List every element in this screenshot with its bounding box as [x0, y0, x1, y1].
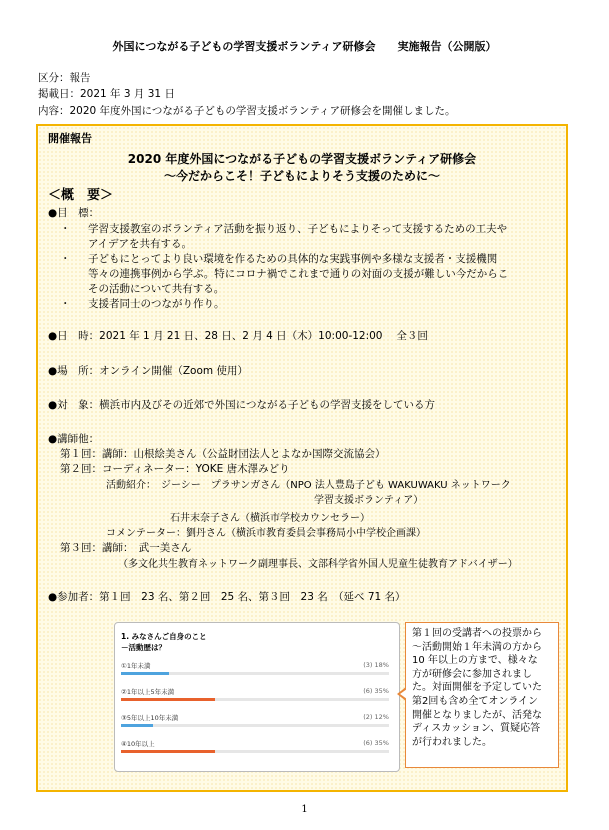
survey-bar: [121, 724, 153, 727]
goal-label: ●目 標：: [48, 207, 100, 219]
report-box: [36, 124, 568, 792]
goal-item-line: アイデアを共有する。: [88, 238, 193, 250]
meta-content: 内容：2020 年度外国につながる子どもの学習支援ボランティア研修会を開催しました。: [38, 105, 456, 117]
survey-bar-track: [121, 672, 389, 675]
callout-line: ～活動開始１年未満の方から: [412, 641, 542, 653]
goal-item-line: ・ 子どもにとってより良い環境を作るための具体的な実践事例や多様な支援者・支援機関: [88, 253, 498, 265]
survey-bar-track: [121, 724, 389, 727]
callout-line: ディスカッション、質疑応答: [412, 723, 541, 735]
survey-bar-track: [121, 698, 389, 701]
survey-option-label: ②1年以上5年未満: [121, 688, 175, 696]
callout-line: た。対面開催を予定していた: [412, 682, 542, 694]
overview-heading: ＜概 要＞: [48, 188, 114, 203]
document-title: 外国につながる子どもの学習支援ボランティア研修会 実施報告（公開版）: [112, 40, 497, 53]
callout-line: が行われました。: [412, 736, 492, 748]
lecturer-line: （多文化共生教育ネットワーク副理事長、文部科学省外国人児童生徒教育アドバイザー）: [118, 559, 518, 570]
survey-bar-track: [121, 750, 389, 753]
survey-chart: [114, 622, 400, 772]
callout-line: 第１回の受講者への投票から: [412, 628, 542, 639]
survey-option-count: (3) 18%: [363, 661, 389, 669]
goal-item-line: ・ 学習支援教室のボランティア活動を振り返り、子どもによりそって支援するための工夫や: [88, 223, 508, 235]
survey-question: [121, 631, 207, 653]
goal-item: [88, 252, 508, 297]
survey-bar: [121, 698, 215, 701]
survey-option-label: ③5年以上10年未満: [121, 714, 179, 722]
meta-category: 区分：報告: [38, 72, 91, 84]
goal-item-line: 等々の連携事例から学ぶ。特にコロナ禍でこれまで通りの対面の支援が難しい今だからこ: [88, 268, 509, 280]
callout-line: 方が研修会に参加されまし: [412, 668, 532, 680]
report-label: 開催報告: [48, 132, 92, 145]
survey-option-label: ①1年未満: [121, 662, 151, 670]
lecturers-label: ●講師他：: [48, 433, 100, 445]
survey-question-line: 1. みなさんご自身のこと: [121, 632, 207, 641]
target-line: ●対 象：横浜市内及びその近郊で外国につながる子どもの学習支援をしている方: [48, 399, 435, 411]
survey-bar: [121, 672, 169, 675]
survey-option-count: (6) 35%: [363, 739, 389, 747]
lecturer-line: 第１回：講師：山根絵美さん（公益財団法人とよなか国際交流協会）: [60, 448, 386, 460]
goal-item: [88, 297, 225, 312]
goal-item-line: ・ 支援者同士のつながり作り。: [88, 298, 225, 310]
page-number: 1: [301, 804, 308, 815]
callout-line: 10 年以上の方まで、様々な: [412, 655, 538, 667]
lecturer-line: 活動紹介： ジーシー プラサンガさん（NPO 法人豊島子ども WAKUWAKU ネットワーク: [106, 480, 511, 491]
meta-date: 掲載日：2021 年 3 月 31 日: [38, 88, 175, 100]
goal-item: [88, 222, 507, 252]
survey-option-count: (6) 35%: [363, 687, 389, 695]
participants-line: ●参加者：第１回 23 名、第２回 25 名、第３回 23 名 （延べ 71 名）: [48, 591, 406, 603]
lecturer-line: 学習支援ボランティア）: [314, 495, 424, 506]
lecturer-line: 第３回：講師： 武一美さん: [60, 542, 192, 554]
callout-line: 開催となりましたが、活発な: [412, 709, 542, 721]
survey-option-count: (2) 12%: [363, 713, 389, 721]
callout-line: 第2回も含め全てオンライン: [412, 695, 539, 707]
survey-option-label: ④10年以上: [121, 740, 155, 748]
lecturer-line: 石井末奈子さん（横浜市学校カウンセラー）: [170, 513, 370, 524]
datetime-line: ●日 時：2021 年 1 月 21 日、28 日、2 月 4 日（木）10:00-12:00 全３回: [48, 330, 428, 342]
lecturer-line: コメンテーター：劉丹さん（横浜市教育委員会事務局小中学校企画課）: [106, 528, 426, 539]
survey-bar: [121, 750, 215, 753]
lecturer-line: 第２回：コーディネーター：YOKE 唐木澤みどり: [60, 463, 290, 475]
report-subheading: ～今だからこそ！子どもによりそう支援のために～: [163, 169, 440, 183]
report-heading: 2020 年度外国につながる子どもの学習支援ボランティア研修会: [127, 152, 477, 166]
place-line: ●場 所：オンライン開催（Zoom 使用）: [48, 365, 248, 377]
survey-callout: [405, 622, 559, 768]
survey-question-line: －活動歴は？: [121, 643, 166, 652]
goal-item-line: その活動について共有する。: [88, 283, 225, 295]
